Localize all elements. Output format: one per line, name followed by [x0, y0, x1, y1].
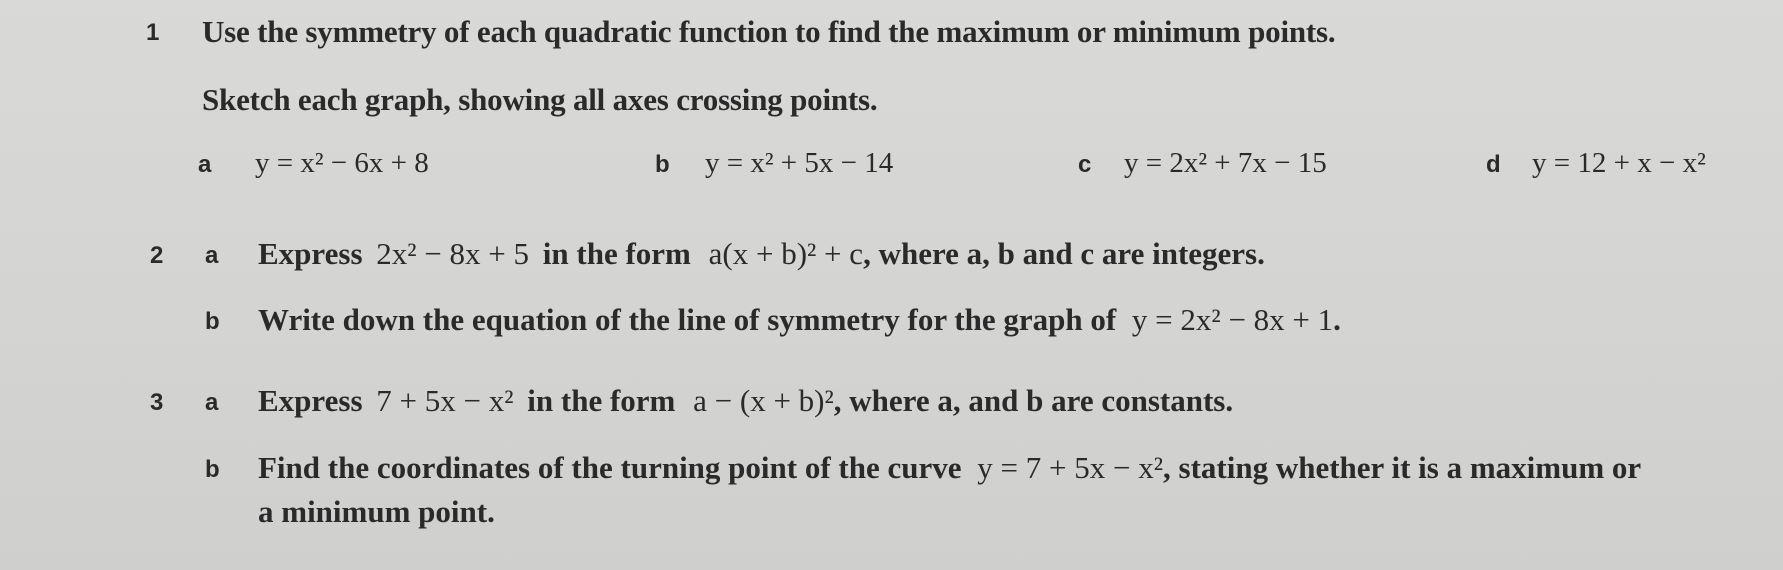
- part-text: Express 7 + 5x − x² in the form a − (x + b)², where a, and b are constants.: [258, 383, 1234, 418]
- part-label: b: [205, 456, 220, 483]
- part-label: b: [205, 308, 220, 335]
- question-number: 2: [150, 242, 164, 269]
- equation: y = 12 + x − x²: [1532, 147, 1706, 179]
- question-text: Use the symmetry of each quadratic function to find the maximum or minimum points.: [202, 14, 1336, 49]
- question-number: 1: [146, 19, 160, 46]
- equation: y = 2x² + 7x − 15: [1124, 147, 1327, 179]
- question-text: Sketch each graph, showing all axes crossing points.: [202, 82, 878, 117]
- part-label: a: [205, 242, 219, 269]
- part-text: Write down the equation of the line of symmetry for the graph of y = 2x² − 8x + 1.: [258, 302, 1341, 337]
- part-label: c: [1078, 151, 1092, 178]
- question-number: 3: [150, 389, 164, 416]
- part-label: d: [1486, 151, 1501, 178]
- part-text-continued: a minimum point.: [258, 494, 495, 529]
- part-label: a: [198, 151, 212, 178]
- part-label: a: [205, 389, 219, 416]
- part-text: Find the coordinates of the turning point of the curve y = 7 + 5x − x², stating whether it is a maximum or: [258, 450, 1642, 485]
- part-label: b: [655, 151, 670, 178]
- equation: y = x² + 5x − 14: [705, 147, 894, 179]
- part-text: Express 2x² − 8x + 5 in the form a(x + b)² + c, where a, b and c are integers.: [258, 236, 1265, 271]
- equation: y = x² − 6x + 8: [255, 147, 429, 179]
